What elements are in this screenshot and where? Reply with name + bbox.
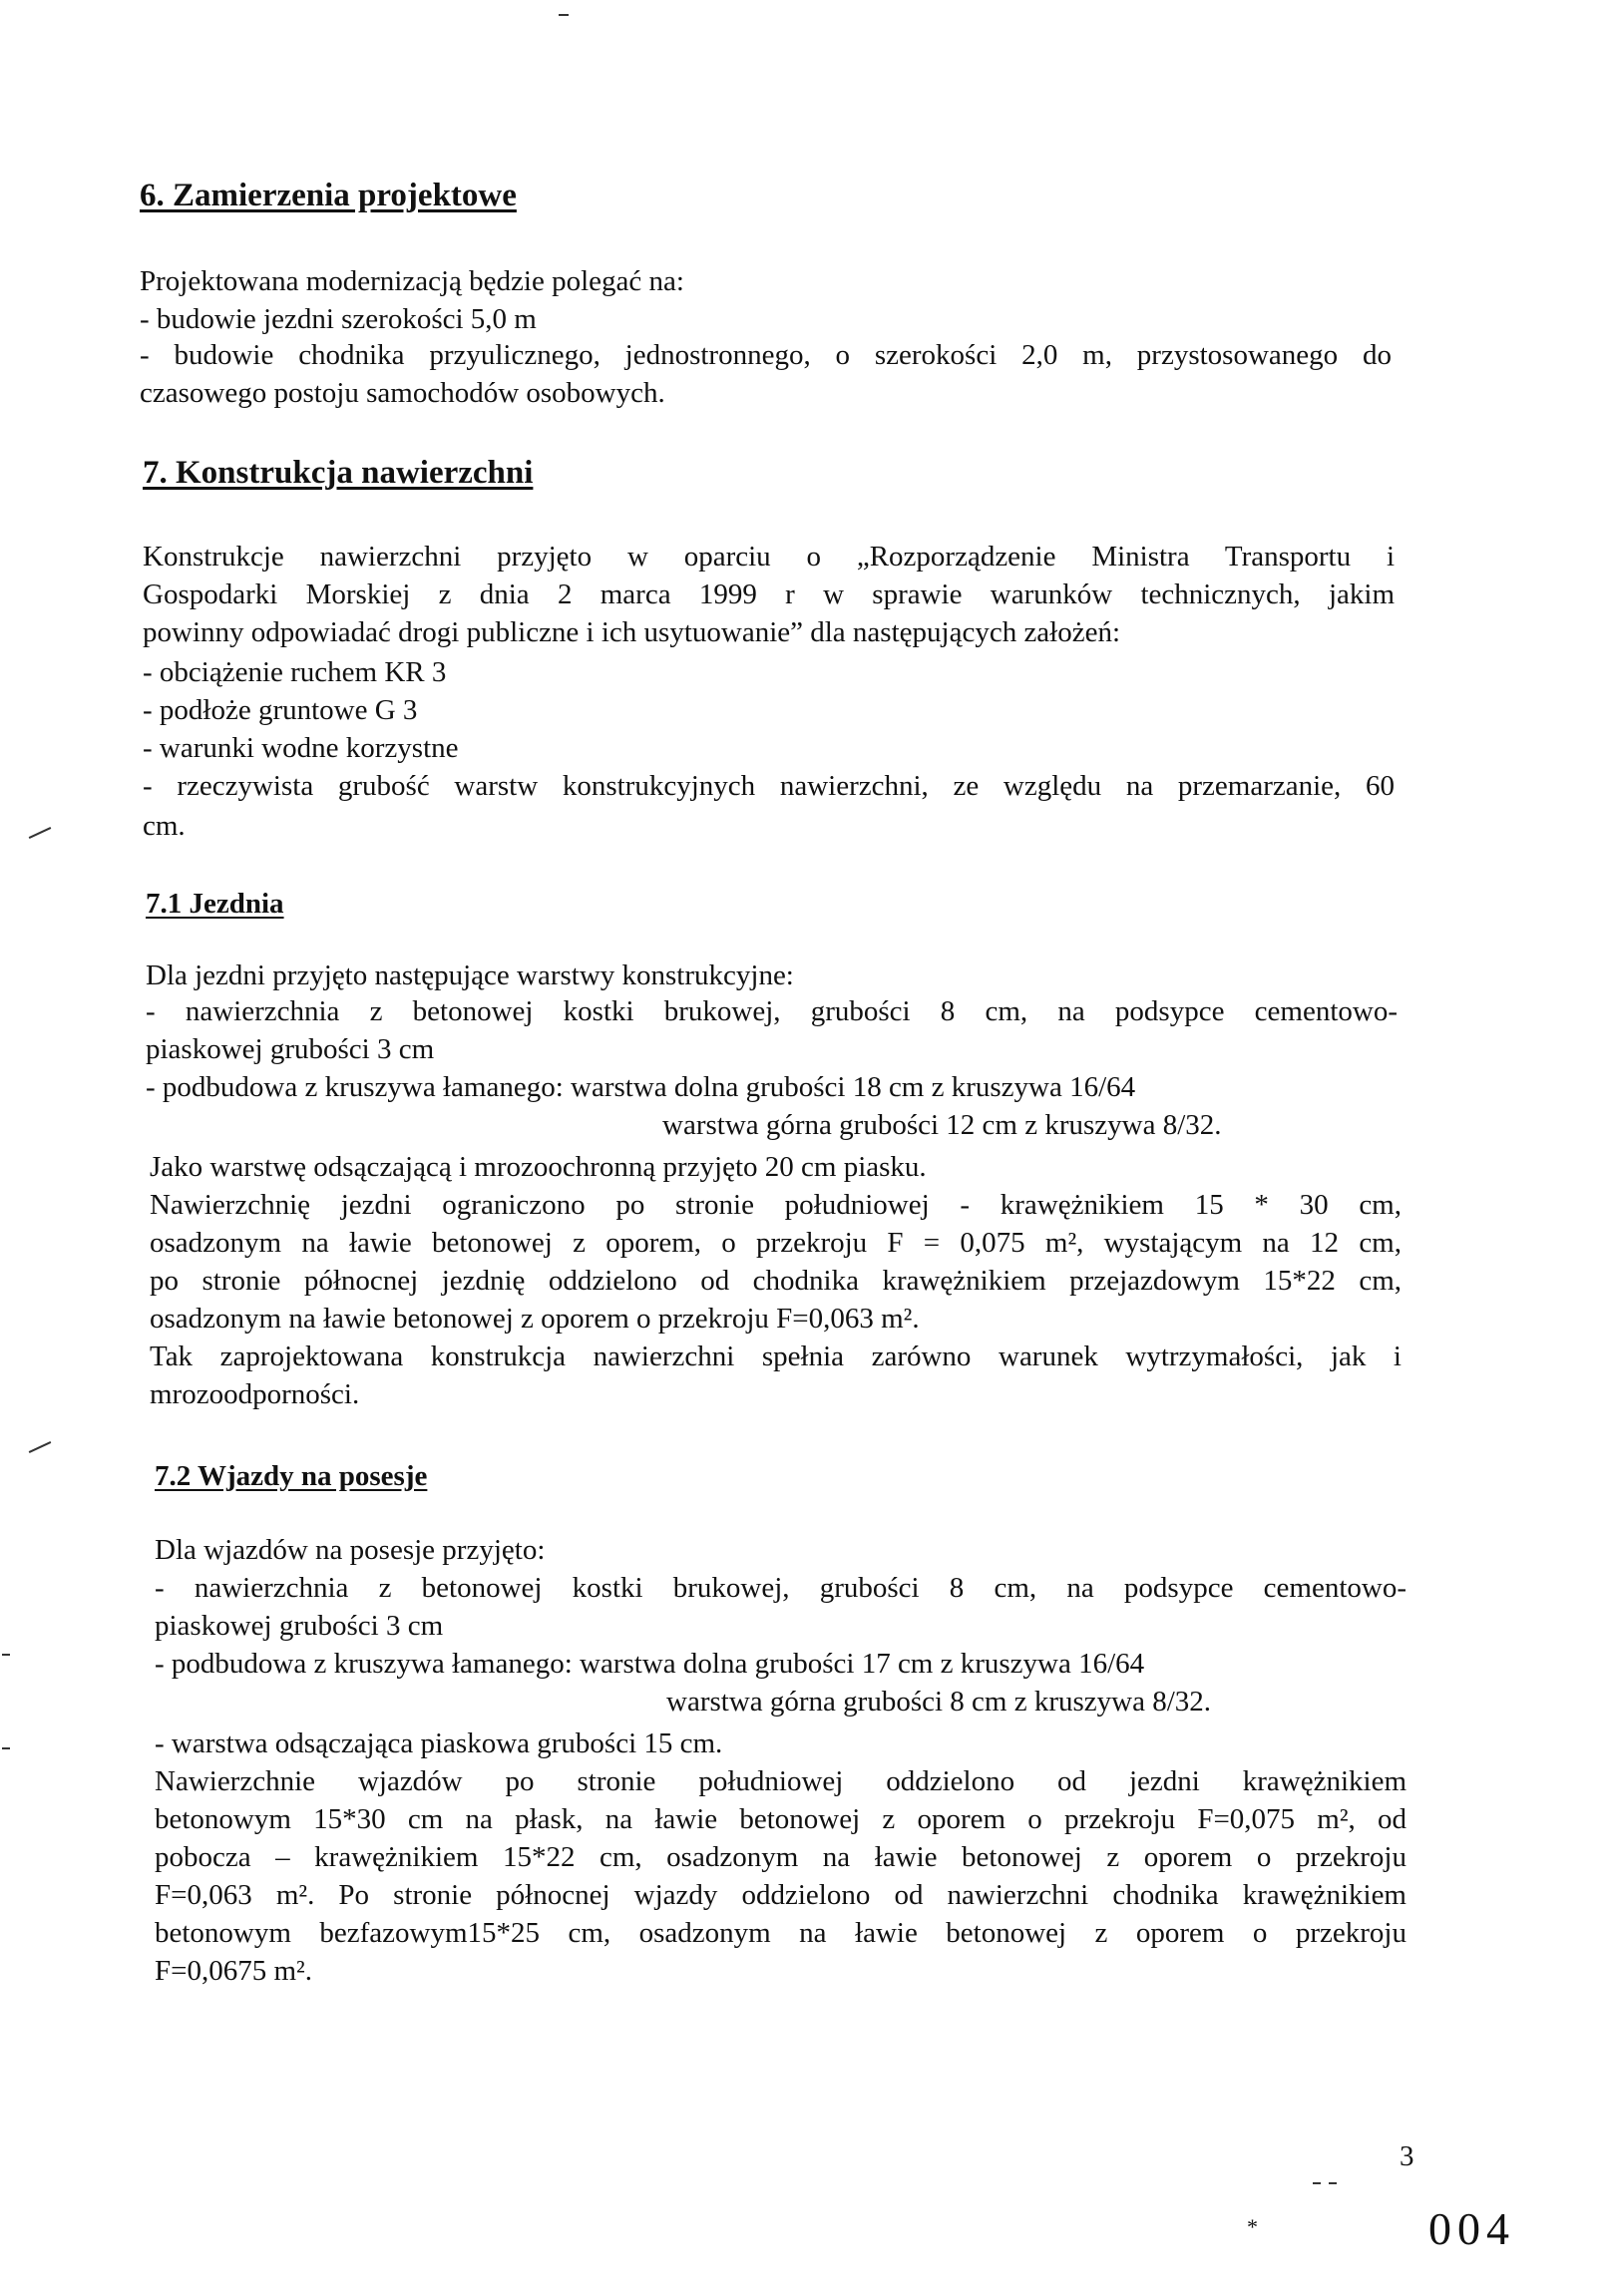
scan-mark: [2, 1747, 10, 1749]
section-7-item-4-line-2: cm.: [143, 810, 186, 842]
section-7-item-1: - obciążenie ruchem KR 3: [143, 656, 447, 688]
section-7-1-paragraph-3-line-1: Tak zaprojektowana konstrukcja nawierzchni spełnia zarówno warunek wytrzymałości, jak i: [150, 1340, 1402, 1372]
section-6-item-2-line-2: czasowego postoju samochodów osobowych.: [140, 377, 665, 409]
page-number: 3: [1400, 2140, 1414, 2172]
section-6-item-2-line-1: - budowie chodnika przyulicznego, jednostronnego, o szerokości 2,0 m, przystosowanego do: [140, 339, 1392, 371]
section-7-1-paragraph-2-line-2: osadzonym na ławie betonowej z oporem, o przekroju F = 0,075 m², wystającym na 12 cm,: [150, 1227, 1402, 1259]
section-7-paragraph-line-2: Gospodarki Morskiej z dnia 2 marca 1999 r w sprawie warunków technicznych, jakim: [143, 578, 1395, 610]
section-7-1-paragraph-2-line-3: po stronie północnej jezdnię oddzielono od chodnika krawężnikiem przejazdowym 15*22 cm,: [150, 1265, 1402, 1297]
section-7-1-paragraph-3-line-2: mrozoodporności.: [150, 1378, 360, 1410]
section-7-2-item-3: - warstwa odsączająca piaskowa grubości 15 cm.: [155, 1727, 723, 1759]
section-7-1-item-1-line-1: - nawierzchnia z betonowej kostki brukowej, grubości 8 cm, na podsypce cementowo-: [146, 995, 1398, 1027]
scan-mark: [29, 827, 52, 839]
section-6-heading: 6. Zamierzenia projektowe: [140, 178, 517, 213]
section-7-2-paragraph-line-5: betonowym bezfazowym15*25 cm, osadzonym na ławie betonowej z oporem o przekroju: [155, 1917, 1406, 1949]
section-7-2-item-1-line-2: piaskowej grubości 3 cm: [155, 1610, 444, 1642]
section-7-1-paragraph-2-line-4: osadzonym na ławie betonowej z oporem o przekroju F=0,063 m².: [150, 1303, 920, 1335]
section-7-paragraph-line-1: Konstrukcje nawierzchni przyjęto w oparciu o „Rozporządzenie Ministra Transportu i: [143, 541, 1395, 573]
document-stamp-number: 004: [1428, 2203, 1515, 2254]
section-7-2-item-2-line-2: warstwa górna grubości 8 cm z kruszywa 8/32.: [666, 1686, 1212, 1718]
section-7-2-paragraph-line-2: betonowym 15*30 cm na płask, na ławie betonowej z oporem o przekroju F=0,075 m², od: [155, 1803, 1406, 1835]
section-7-1-paragraph-1: Jako warstwę odsączającą i mrozoochronną przyjęto 20 cm piasku.: [150, 1151, 927, 1183]
scan-speck: *: [1247, 2214, 1258, 2239]
section-7-2-heading: 7.2 Wjazdy na posesje: [155, 1460, 428, 1492]
section-7-heading: 7. Konstrukcja nawierzchni: [143, 455, 534, 491]
section-7-2-paragraph-line-4: F=0,063 m². Po stronie północnej wjazdy oddzielono od nawierzchni chodnika krawężnikiem: [155, 1879, 1406, 1911]
section-7-1-paragraph-2-line-1: Nawierzchnię jezdni ograniczono po stronie południowej - krawężnikiem 15 * 30 cm,: [150, 1189, 1402, 1221]
scan-mark: [1329, 2182, 1337, 2184]
section-7-paragraph-line-3: powinny odpowiadać drogi publiczne i ich usytuowanie” dla następujących założeń:: [143, 616, 1121, 648]
section-6-intro: Projektowana modernizacją będzie polegać na:: [140, 265, 684, 297]
section-7-1-item-2-line-2: warstwa górna grubości 12 cm z kruszywa 8/32.: [662, 1109, 1222, 1141]
section-7-item-2: - podłoże gruntowe G 3: [143, 694, 418, 726]
section-7-1-item-2-line-1: - podbudowa z kruszywa łamanego: warstwa dolna grubości 18 cm z kruszywa 16/64: [146, 1071, 1136, 1103]
section-7-item-4-line-1: - rzeczywista grubość warstw konstrukcyjnych nawierzchni, ze względu na przemarzanie, 60: [143, 770, 1395, 802]
scan-mark: [559, 14, 569, 16]
section-7-2-paragraph-line-3: pobocza – krawężnikiem 15*22 cm, osadzonym na ławie betonowej z oporem o przekroju: [155, 1841, 1406, 1873]
scan-mark: [29, 1441, 52, 1453]
section-7-2-paragraph-line-1: Nawierzchnie wjazdów po stronie południowej oddzielono od jezdni krawężnikiem: [155, 1765, 1406, 1797]
section-7-1-intro: Dla jezdni przyjęto następujące warstwy konstrukcyjne:: [146, 959, 794, 991]
section-7-1-heading: 7.1 Jezdnia: [146, 888, 284, 920]
section-7-item-3: - warunki wodne korzystne: [143, 732, 459, 764]
section-7-2-item-2-line-1: - podbudowa z kruszywa łamanego: warstwa dolna grubości 17 cm z kruszywa 16/64: [155, 1648, 1145, 1680]
scan-mark: [1313, 2182, 1321, 2184]
section-7-2-paragraph-line-6: F=0,0675 m².: [155, 1955, 312, 1987]
scan-mark: [2, 1654, 10, 1656]
section-7-1-item-1-line-2: piaskowej grubości 3 cm: [146, 1033, 435, 1065]
section-6-item-1: - budowie jezdni szerokości 5,0 m: [140, 303, 537, 335]
section-7-2-intro: Dla wjazdów na posesje przyjęto:: [155, 1534, 546, 1566]
section-7-2-item-1-line-1: - nawierzchnia z betonowej kostki brukowej, grubości 8 cm, na podsypce cementowo-: [155, 1572, 1406, 1604]
